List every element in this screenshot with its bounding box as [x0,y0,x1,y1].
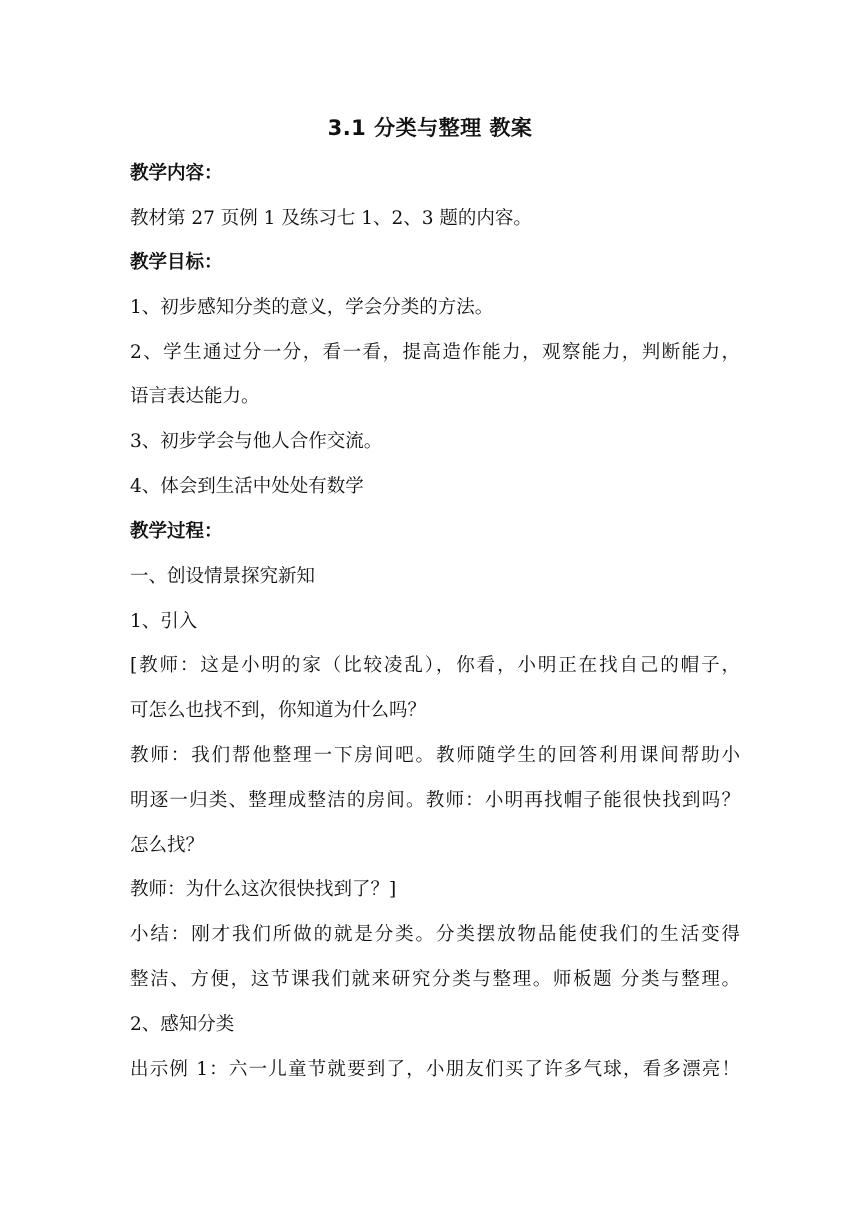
paragraph-line: 明逐一归类、整理成整洁的房间。教师：小明再找帽子能很快找到吗？ [130,790,740,811]
section-heading-process: 教学过程： [130,521,223,542]
paragraph-line: 3、初步学会与他人合作交流。 [130,431,383,452]
paragraph-line: 教师：我们帮他整理一下房间吧。教师随学生的回答利用课间帮助小 [130,745,740,766]
paragraph-line: 出示例 1：六一儿童节就要到了，小朋友们买了许多气球，看多漂亮！ [130,1059,740,1080]
paragraph-line: 1、引入 [130,611,198,632]
paragraph-line: 一、创设情景探究新知 [130,566,316,587]
document-title: 3.1 分类与整理 教案 [327,116,533,140]
paragraph-line: 1、初步感知分类的意义，学会分类的方法。 [130,297,494,318]
section-heading-objectives: 教学目标： [130,252,223,273]
paragraph-line: 可怎么也找不到，你知道为什么吗？ [130,700,427,721]
paragraph-line: 小结：刚才我们所做的就是分类。分类摆放物品能使我们的生活变得 [130,924,740,945]
paragraph-line: 整洁、方便，这节课我们就来研究分类与整理。师板题 分类与整理。 [130,969,740,990]
paragraph-line: 怎么找？ [130,835,205,856]
paragraph-line: 2、学生通过分一分，看一看，提高造作能力，观察能力，判断能力， [130,342,740,363]
section-heading-content: 教学内容： [130,163,223,184]
paragraph-line: 教师：为什么这次很快找到了？] [130,879,397,900]
paragraph-line: 4、体会到生活中处处有数学 [130,476,364,497]
paragraph-line: 教材第 27 页例 1 及练习七 1、2、3 题的内容。 [130,208,532,229]
paragraph-line: 2、感知分类 [130,1014,235,1035]
paragraph-line: 语言表达能力。 [130,386,260,407]
paragraph-line: [教师：这是小明的家（比较凌乱），你看，小明正在找自己的帽子， [130,655,740,676]
